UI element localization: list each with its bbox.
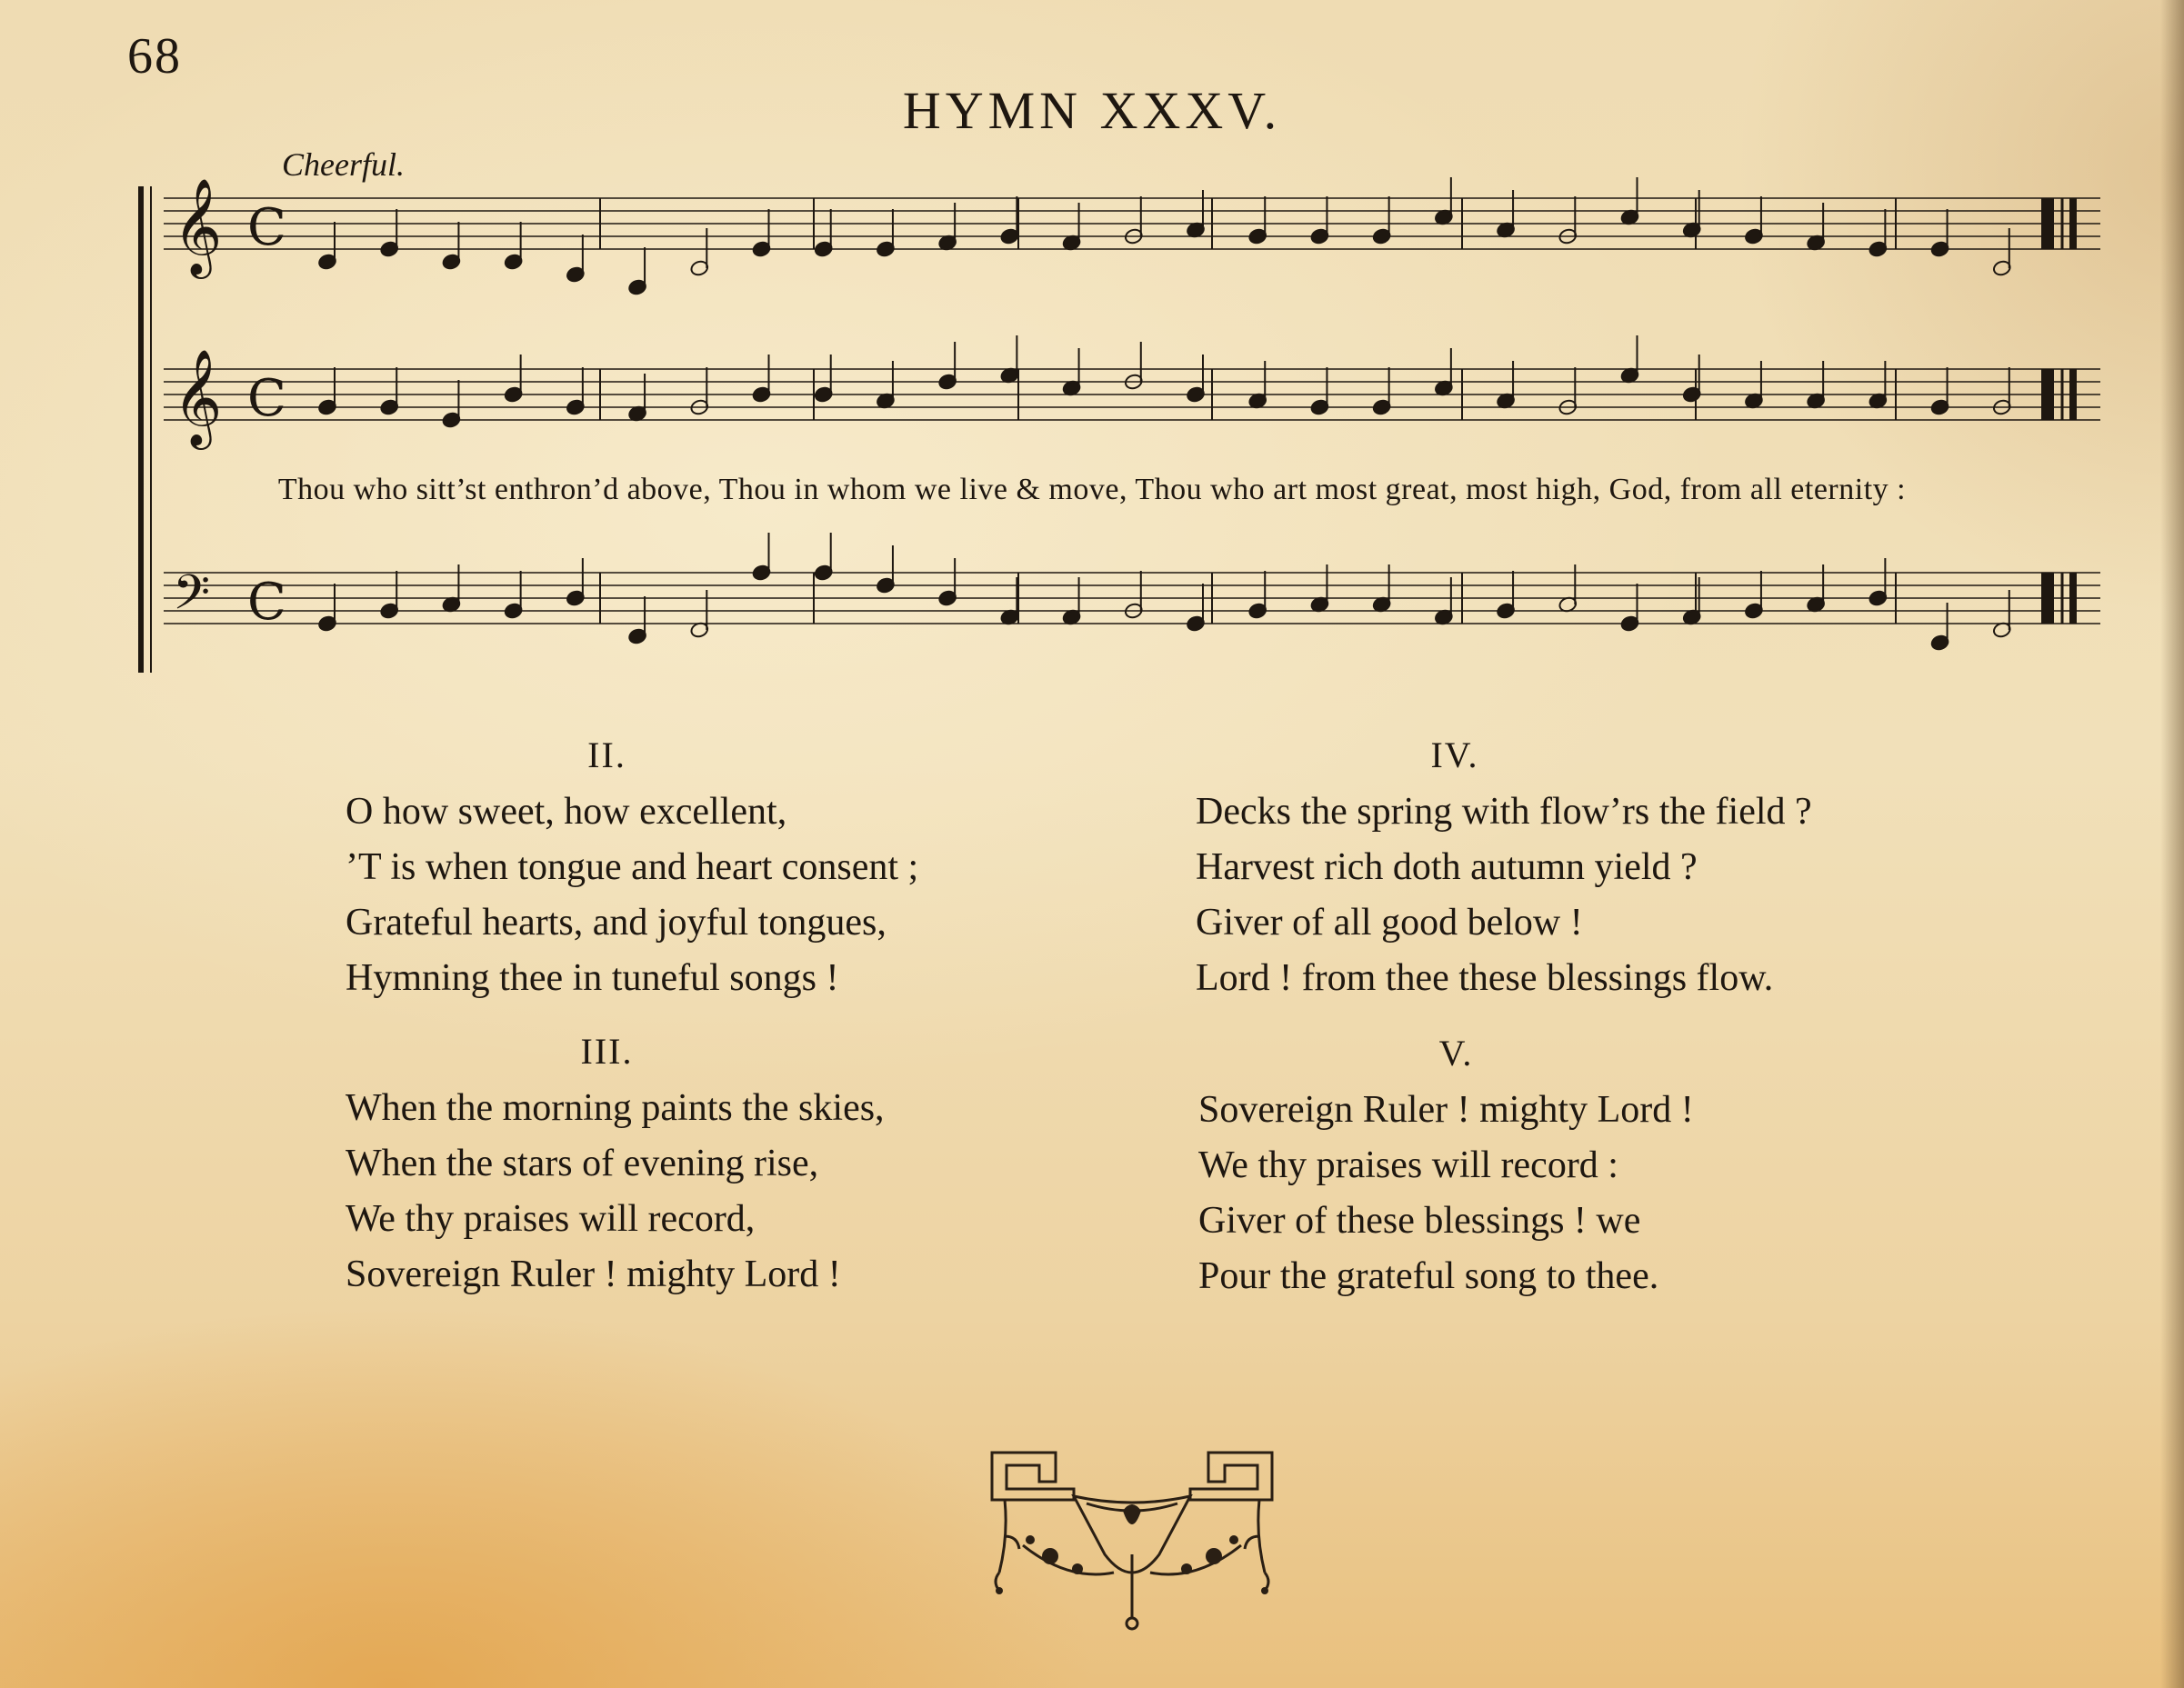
time-signature-icon: C — [247, 572, 286, 632]
music-score — [0, 0, 2184, 709]
verse-number: V. — [1438, 1033, 1474, 1074]
verse-line: Hymning thee in tuneful songs ! — [346, 957, 839, 999]
hymn-title: HYMN XXXV. — [902, 81, 1282, 140]
final-bar-thick — [2069, 369, 2077, 420]
score-lyric-line: Thou who sitt’st enthron’d above, Thou in whom we live & move, Thou who art most great, most high, God, from all eternity : — [277, 473, 1907, 506]
verse-ii — [346, 727, 1091, 1006]
verse-line: Sovereign Ruler ! mighty Lord ! — [346, 1254, 841, 1295]
page-number: 68 — [127, 28, 182, 85]
verse-line: When the stars of evening rise, — [346, 1143, 819, 1184]
verse-line: Giver of these blessings ! we — [1198, 1200, 1641, 1242]
verse-line: Lord ! from thee these blessings flow. — [1196, 957, 1774, 999]
verse-line: Decks the spring with flow’rs the field ? — [1196, 791, 1812, 833]
time-signature-icon: C — [247, 368, 286, 428]
final-bar — [2041, 573, 2054, 624]
final-bar — [2041, 369, 2054, 420]
verse-line: Giver of all good below ! — [1196, 902, 1583, 944]
verse-line: Pour the grateful song to thee. — [1198, 1255, 1659, 1297]
final-bar-thick — [2069, 573, 2077, 624]
tempo-marking: Cheerful. — [282, 146, 405, 183]
verse-iv — [1196, 727, 2014, 1006]
tailpiece-ornament-icon — [987, 1445, 1277, 1636]
verse-iii — [346, 1024, 1091, 1303]
verse-line: We thy praises will record : — [1198, 1144, 1618, 1186]
treble-clef-icon: 𝄞 — [173, 348, 223, 445]
verse-line: Harvest rich doth autumn yield ? — [1196, 846, 1698, 888]
verse-line: We thy praises will record, — [346, 1198, 756, 1240]
final-bar — [2041, 198, 2054, 249]
verse-line: When the morning paints the skies, — [346, 1087, 885, 1129]
verse-line: Sovereign Ruler ! mighty Lord ! — [1198, 1089, 1694, 1131]
bass-clef-icon: 𝄢 — [173, 565, 211, 633]
treble-clef-icon: 𝄞 — [173, 177, 223, 275]
verse-v — [1198, 1025, 2017, 1304]
verse-line: ’T is when tongue and heart consent ; — [346, 846, 919, 888]
time-signature-icon: C — [247, 197, 286, 257]
final-bar-thick — [2069, 198, 2077, 249]
verse-number: IV. — [1430, 734, 1479, 775]
verse-line: Grateful hearts, and joyful tongues, — [346, 902, 887, 944]
verse-line: O how sweet, how excellent, — [346, 791, 787, 833]
verse-number: II. — [587, 734, 626, 775]
verse-number: III. — [580, 1031, 634, 1072]
